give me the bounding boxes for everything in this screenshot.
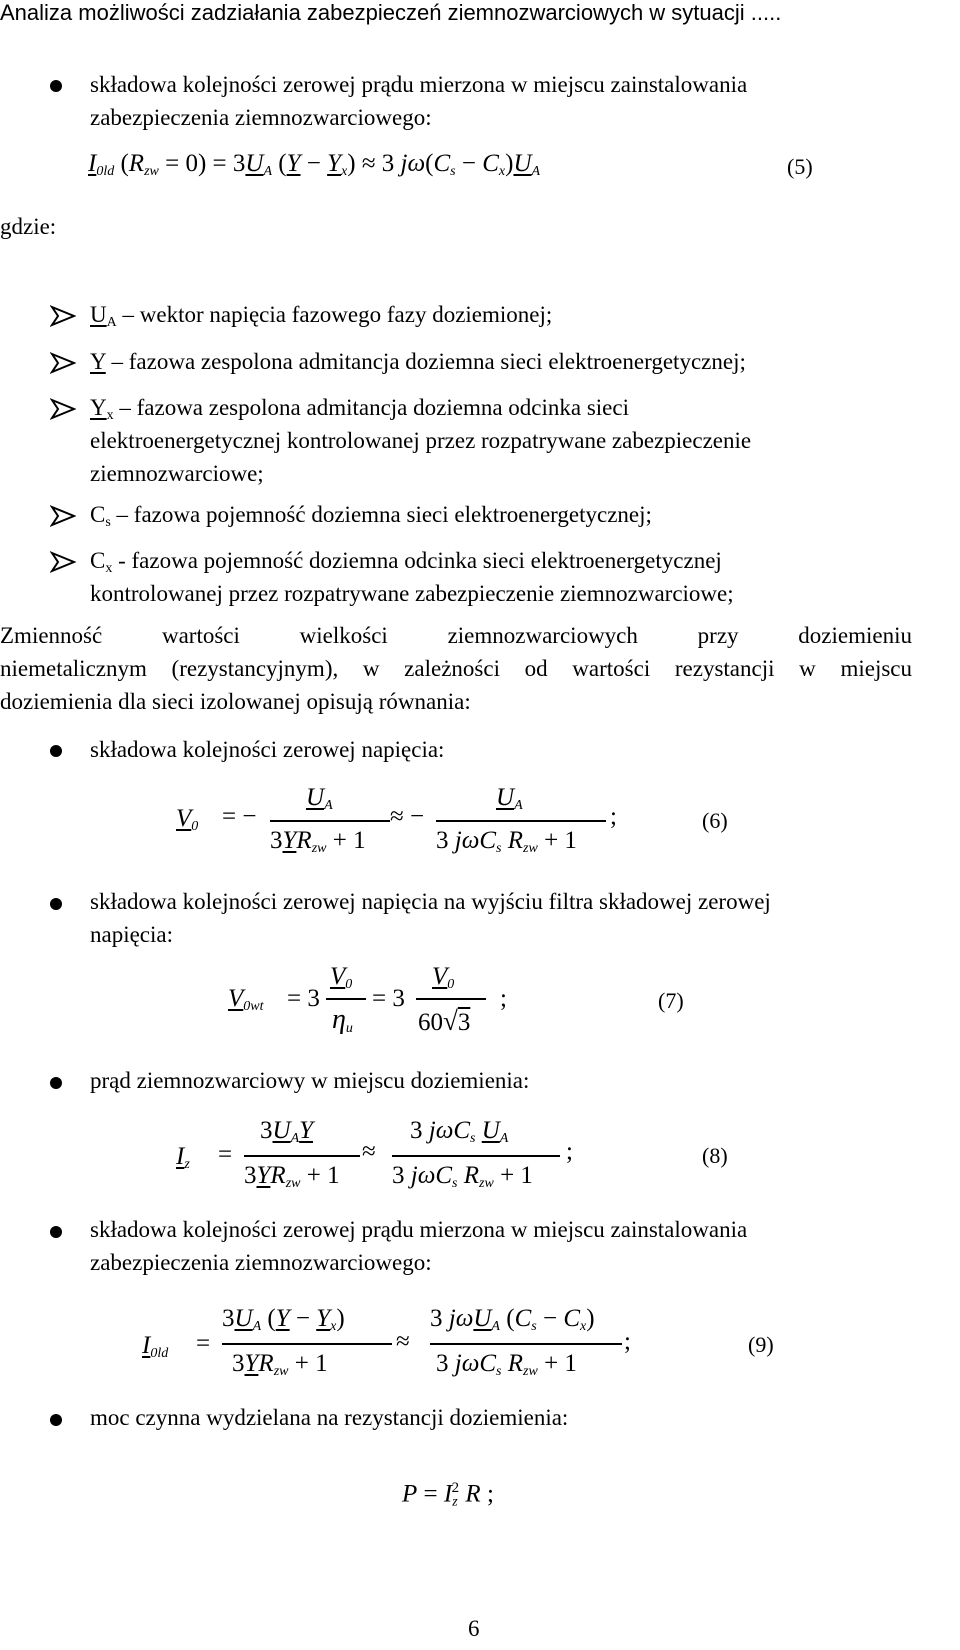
paragraph-line1: Zmienność wartości wielkości ziemnozwarciowych przy doziemieniu [0, 623, 912, 648]
def-text: fazowa zespolona admitancja doziemna sieci elektroenergetycznej; [128, 349, 746, 374]
bullet-dot [50, 1414, 62, 1426]
def-text: wektor napięcia fazowego fazy doziemionej; [139, 302, 553, 327]
def-symbol: Y [90, 349, 106, 374]
def-text: fazowa pojemność doziemna odcinka sieci elektroenergetycznej [131, 548, 722, 573]
def-symbol: C [90, 548, 106, 573]
bullet-relay-current-line2: zabezpieczenia ziemnozwarciowego: [90, 1250, 432, 1275]
def-symbol: U [90, 302, 107, 327]
arrow-bullet-icon [50, 505, 76, 527]
equation-9-number: (9) [748, 1332, 774, 1357]
equation-5-number: (5) [787, 154, 813, 179]
def-sub: x [106, 408, 114, 423]
definition-Cs [90, 498, 652, 539]
def-symbol: Y [90, 395, 107, 420]
def-text: fazowa zespolona admitancja doziemna odcinka sieci [136, 395, 629, 420]
bullet-zero-voltage: składowa kolejności zerowej napięcia: [90, 737, 445, 762]
def-sub: A [106, 315, 117, 330]
bullet-dot [50, 80, 62, 92]
equation-6-number: (6) [702, 808, 728, 833]
definition-Y [90, 345, 746, 378]
equation-7-number: (7) [658, 988, 684, 1013]
intro-bullet-line1: składowa kolejności zerowej prądu mierzona w miejscu zainstalowania [90, 72, 748, 97]
def-dash: – [122, 302, 134, 327]
def-dash: – [116, 502, 129, 527]
def-dash: – [119, 395, 131, 420]
bullet-dot [50, 745, 62, 757]
definition-Cx-line2: kontrolowanej przez rozpatrywane zabezpieczenie ziemnozwarciowe; [90, 581, 734, 606]
def-symbol: C [90, 502, 106, 527]
equation-power: $P = I_z^2$ R ; [402, 1480, 494, 1510]
def-text: fazowa pojemność doziemna sieci elektroenergetycznej; [133, 502, 652, 527]
arrow-bullet-icon [50, 352, 76, 374]
def-dash: - [118, 548, 126, 573]
bullet-dot [50, 898, 62, 910]
def-dash: – [111, 349, 124, 374]
definition-Yx-line2: elektroenergetycznej kontrolowanej przez rozpatrywane zabezpieczenie [90, 428, 752, 453]
page-header: Analiza możliwości zadziałania zabezpieczeń ziemnozwarciowych w sytuacji ..... [0, 0, 782, 25]
bullet-dot [50, 1077, 62, 1089]
bullet-active-power: moc czynna wydzielana na rezystancji doziemienia: [90, 1405, 569, 1430]
definition-UA [90, 298, 552, 339]
arrow-bullet-icon [50, 398, 76, 420]
equation-8-number: (8) [702, 1143, 728, 1168]
def-sub: s [105, 515, 111, 530]
equation-5: $I_{0ld}$ $(R_{zw} = 0) = 3U_A$ $(Y - Y_x) \approx 3$ $j\omega(C_s - C_x)U_A$ [88, 150, 541, 179]
arrow-bullet-icon [50, 305, 76, 327]
intro-bullet-line2: zabezpieczenia ziemnozwarciowego: [90, 105, 432, 130]
bullet-filter-output-line1: składowa kolejności zerowej napięcia na wyjściu filtra składowej zerowej [90, 889, 771, 914]
bullet-filter-output-line2: napięcia: [90, 922, 174, 947]
bullet-relay-current-line1: składowa kolejności zerowej prądu mierzona w miejscu zainstalowania [90, 1217, 748, 1242]
arrow-bullet-icon [50, 551, 76, 573]
bullet-dot [50, 1226, 62, 1238]
where-label: gdzie: [0, 214, 57, 239]
definition-Yx-line3: ziemnozwarciowe; [90, 461, 264, 486]
paragraph-line3: doziemienia dla sieci izolowanej opisują równania: [0, 689, 471, 714]
bullet-ground-current: prąd ziemnozwarciowy w miejscu doziemienia: [90, 1068, 530, 1093]
paragraph-line2: niemetalicznym (rezystancyjnym), w zależności od wartości rezystancji w miejscu [0, 656, 912, 681]
def-sub: x [105, 561, 113, 576]
page-number: 6 [468, 1616, 480, 1641]
